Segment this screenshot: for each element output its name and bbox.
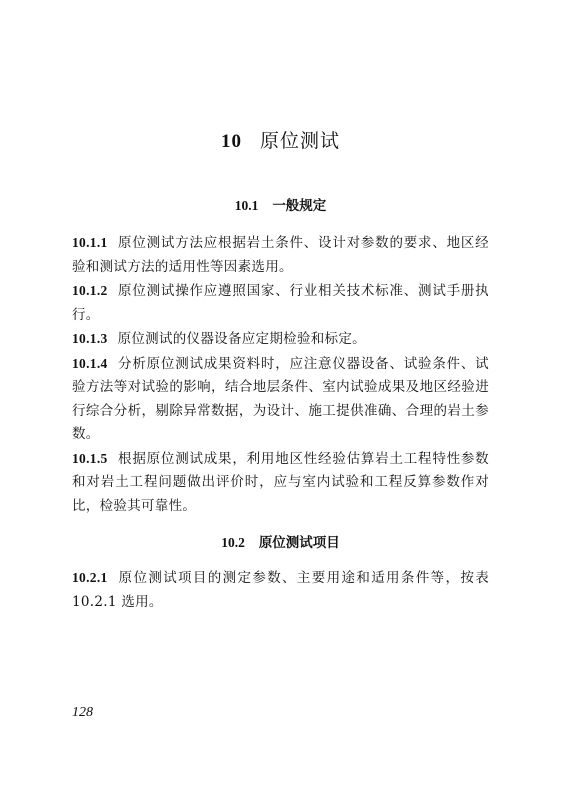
clause-text: 原位测试项目的测定参数、主要用途和适用条件等，按表10.2.1 选用。: [72, 570, 489, 610]
clause: [72, 566, 489, 614]
section-heading: [0, 194, 561, 214]
clause-text: 根据原位测试成果，利用地区性经验估算岩土工程特性参数和对岩土工程问题做出评价时，应与室内试验和工程反算参数作对比，检验其可靠性。: [72, 450, 489, 514]
clause: [72, 447, 489, 519]
clause-number: 10.1.4: [72, 355, 108, 371]
clause-text: 原位测试方法应根据岩土条件、设计对参数的要求、地区经验和测试方法的适用性等因素选用。: [72, 235, 489, 275]
clause-number: 10.1.5: [72, 450, 108, 466]
clause-text: 原位测试操作应遵照国家、行业相关技术标准、测试手册执行。: [72, 283, 489, 323]
section-clauses: [72, 231, 489, 518]
clause: [72, 352, 489, 447]
section-clauses: [72, 566, 489, 614]
clause-number: 10.1.1: [72, 235, 108, 250]
clause-number: 10.1.3: [72, 331, 108, 346]
section-title: 原位测试项目: [258, 535, 340, 551]
chapter-number: 10: [220, 131, 242, 152]
clause: [72, 231, 489, 279]
clause: [72, 279, 489, 327]
clause: [72, 327, 489, 352]
clause-number: 10.1.2: [72, 283, 108, 298]
chapter-heading: [0, 126, 561, 153]
clause-number: 10.2.1: [72, 570, 108, 585]
section-heading: [0, 531, 561, 551]
section-number: 10.1: [234, 198, 259, 213]
clause-text: 原位测试的仪器设备应定期检验和标定。: [117, 331, 366, 347]
page-number: 128: [72, 705, 93, 720]
clause-text: 分析原位测试成果资料时，应注意仪器设备、试验条件、试验方法等对试验的影响，结合地层条件、室内试验成果及地区经验进行综合分析，剔除异常数据，为设计、施工提供准确、合理的岩土参数。: [72, 355, 489, 442]
section-title: 一般规定: [272, 198, 327, 214]
section-number: 10.2: [221, 535, 245, 550]
chapter-title: 原位测试: [259, 130, 340, 152]
